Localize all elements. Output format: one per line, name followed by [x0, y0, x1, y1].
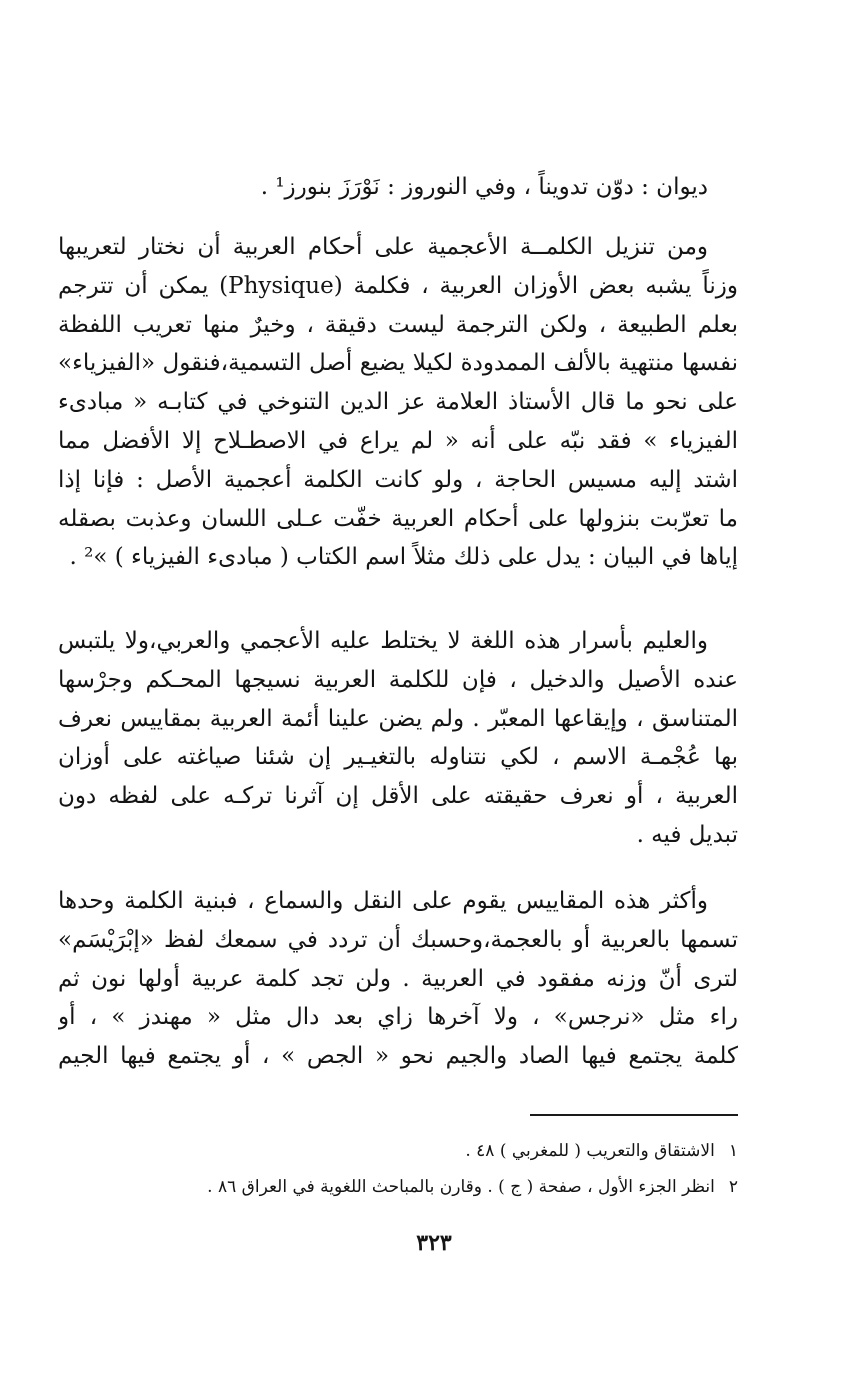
footnotes	[58, 1133, 738, 1205]
text-line: لترى أنّ وزنه مفقود في العربية . ولن تجد كلمة عربية أولها نون ثم	[58, 965, 738, 992]
paragraph-physique	[58, 228, 738, 577]
text-line: نفسها منتهية بالألف الممدودة لكيلا يضيع أصل التسمية،فنقول «الفيزياء»	[58, 350, 738, 377]
footnote-1	[58, 1133, 738, 1169]
footnote-2	[58, 1169, 738, 1205]
text-line: عنده الأصيل والدخيل ، فإن للكلمة العربية نسيجها المحـكم وجرْسها	[58, 666, 738, 693]
text-line: على نحو ما قال الأستاذ العلامة عز الدين التنوخي في كتابـه « مبادىء	[58, 389, 738, 416]
text-line: إياها في البيان : يدل على ذلك مثلاً اسم الكتاب ( مبادىء الفيزياء ) »² .	[69, 544, 738, 571]
text-line: الفيزياء » فقد نبّه على أنه « لم يراع في الاصطـلاح إلا الأفضل مما	[58, 427, 738, 454]
paragraph-measures	[58, 882, 738, 1076]
text-line: وأكثر هذه المقاييس يقوم على النقل والسماع ، فبنية الكلمة وحدها	[58, 888, 708, 914]
text-line: كلمة يجتمع فيها الصاد والجيم نحو « الجص » ، أو يجتمع فيها الجيم	[58, 1043, 738, 1070]
text-line: تسمها بالعربية أو بالعجمة،وحسبك أن تردد في سمعك لفظ «إبْرَيْسَم»	[58, 926, 738, 953]
text-line: والعليم بأسرار هذه اللغة لا يختلط عليه الأعجمي والعربي،ولا يلتبس	[58, 628, 708, 654]
text-line: وزناً يشبه بعض الأوزان العربية ، فكلمة (Physique) يمكن أن تترجم	[58, 272, 738, 299]
text-line: بها عُجْمـة الاسم ، لكي نتناوله بالتغيـير إن شئنا صياغته على أوزان	[58, 744, 738, 771]
text-line: ومن تنزيل الكلمــة الأعجمية على أحكام العربية أن نختار لتعريبها	[58, 234, 708, 260]
text-line: راء مثل «نرجس» ، ولا آخرها زاي بعد دال مثل « مهندز » ، أو	[58, 1004, 738, 1031]
text-line: بعلم الطبيعة ، ولكن الترجمة ليست دقيقة ، وخيرٌ منها تعريب اللفظة	[58, 311, 738, 338]
text-line: اشتد إليه مسيس الحاجة ، ولو كانت الكلمة أعجمية الأصل : فإنا إذا	[58, 466, 738, 493]
text-line: ما تعرّبت بنزولها على أحكام العربية خفّت عـلى اللسان وعذبت بصقله	[58, 505, 738, 532]
text-line: المتناسق ، وإيقاعها المعبّر . ولم يضن علينا أئمة العربية بمقاييس نعرف	[58, 705, 738, 732]
footnote-number: ٢	[728, 1177, 738, 1197]
text-line: تبديل فيه .	[636, 821, 738, 848]
paragraph-scholar	[58, 622, 738, 855]
footnote-text: انظر الجزء الأول ، صفحة ( ج ) . وقارن بالمباحث اللغوية في العراق ٨٦ .	[207, 1177, 715, 1197]
page-number: ٣٢٣	[416, 1230, 452, 1256]
paragraph-diwan	[58, 168, 738, 207]
footnote-text: الاشتقاق والتعريب ( للمغربي ) ٤٨ .	[465, 1141, 715, 1161]
footnote-number: ١	[728, 1141, 738, 1161]
text-line: ديوان : دوّن تدويناً ، وفي النوروز : نَوْرَزَ بنورز¹ .	[260, 174, 708, 200]
footnote-divider	[530, 1114, 738, 1116]
text-line: العربية ، أو نعرف حقيقته على الأقل إن آثرنا تركـه على لفظه دون	[58, 783, 738, 810]
